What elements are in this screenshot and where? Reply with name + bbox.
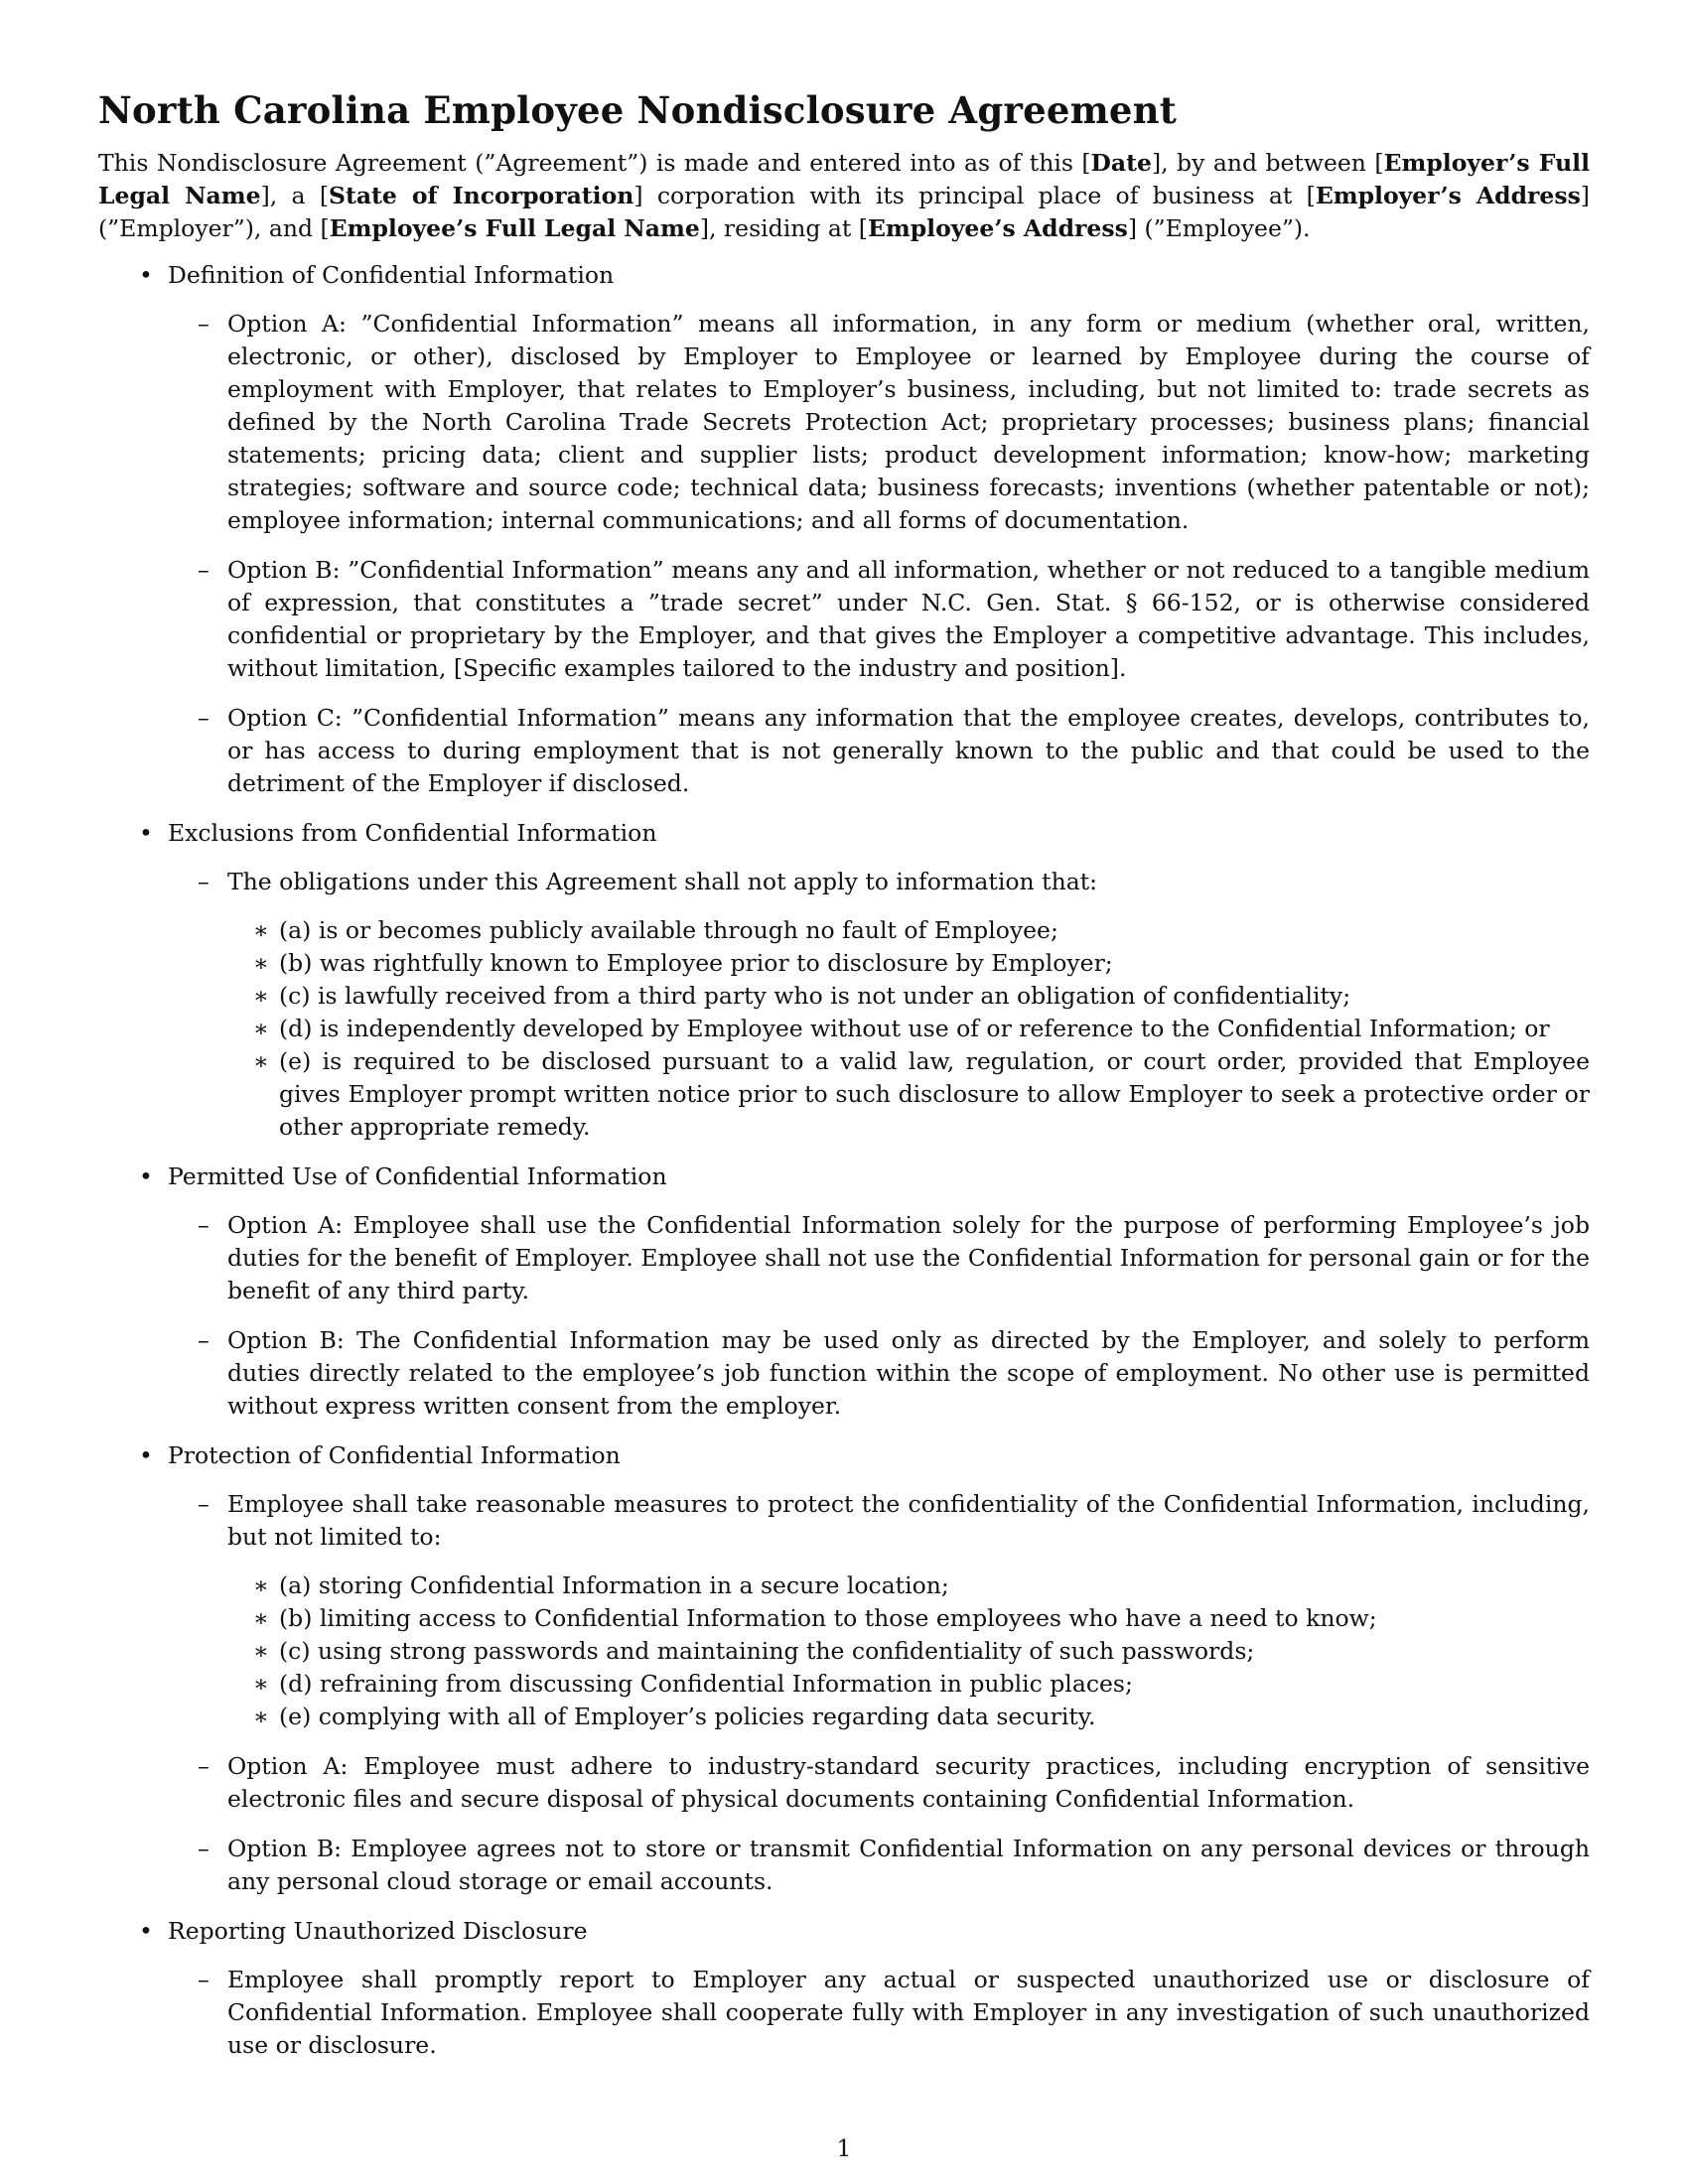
asterisk-marker: ∗ (253, 1703, 269, 1730)
asterisk-marker: ∗ (253, 949, 269, 977)
intro-paragraph (98, 147, 1590, 245)
clause-list (168, 1964, 1590, 2062)
subclause-text: (d) refraining from discussing Confidential Information in public places; (279, 1670, 1133, 1698)
intro-text: ] (”Employee”). (1127, 214, 1311, 242)
asterisk-marker: ∗ (253, 982, 269, 1010)
dash-marker: – (198, 1490, 210, 1518)
intro-text: ], residing at [ (699, 214, 868, 242)
bullet-marker: • (139, 1441, 153, 1469)
intro-text: This Nondisclosure Agreement (”Agreement”) is made and entered into as of this [ (98, 149, 1091, 177)
subclause-text: (e) is required to be disclosed pursuant to a valid law, regulation, or court order, provided that Employee gives Employer prompt written notice prior to such disclosure to allow Employer to seek a protective order or other appropriate remedy. (279, 1047, 1590, 1141)
clause-list (168, 1488, 1590, 1898)
dash-marker: – (198, 310, 210, 338)
subclause-text: (b) limiting access to Confidential Information to those employees who have a need to know; (279, 1604, 1377, 1632)
clause-item (168, 702, 1590, 800)
asterisk-marker: ∗ (253, 1047, 269, 1075)
document-page (98, 87, 1590, 2079)
asterisk-marker: ∗ (253, 1637, 269, 1665)
subclause-item (227, 1701, 1590, 1733)
section-heading: Permitted Use of Confidential Information (168, 1162, 667, 1190)
clause-item (168, 1209, 1590, 1307)
bullet-marker: • (139, 261, 153, 289)
clause-text: Employee shall promptly report to Employer any actual or suspected unauthorized use or disclosure of Confidential Information. Employee shall cooperate fully with Employer in any investigation of such unauthorized use or disclosure. (227, 1966, 1590, 2059)
employee-address-placeholder: Employee’s Address (867, 214, 1128, 242)
section-item (98, 817, 1590, 1144)
state-placeholder: State of Incorporation (329, 182, 634, 209)
clause-text: Employee shall take reasonable measures to protect the confidentiality of the Confidential Information, including, but not limited to: (227, 1490, 1590, 1551)
section-heading: Exclusions from Confidential Information (168, 819, 657, 847)
employee-name-placeholder: Employee’s Full Legal Name (329, 214, 700, 242)
date-placeholder: Date (1090, 149, 1152, 177)
page-number: 1 (836, 2134, 852, 2162)
asterisk-marker: ∗ (253, 1604, 269, 1632)
clause-text: Option B: The Confidential Information may be used only as directed by the Employer, and solely to perform duties directly related to the employee’s job function within the scope of employment. No other use is permitted without express written consent from the employer. (227, 1326, 1590, 1420)
clause-item (168, 308, 1590, 537)
subclause-item (227, 980, 1590, 1013)
clause-text: Option A: Employee shall use the Confidential Information solely for the purpose of performing Employee’s job duties for the benefit of Employer. Employee shall not use the Confidential Information for personal gain or for the benefit of any third party. (227, 1211, 1590, 1304)
bullet-marker: • (139, 1162, 153, 1190)
section-item (98, 1915, 1590, 2062)
clause-text: Option C: ”Confidential Information” means any information that the employee creates, develops, contributes to, or has access to during employment that is not generally known to the public and that could be used to the detriment of the Employer if disclosed. (227, 704, 1590, 797)
asterisk-marker: ∗ (253, 1015, 269, 1042)
intro-text: ] corporation with its principal place of business at [ (633, 182, 1316, 209)
clause-text: Option B: Employee agrees not to store or transmit Confidential Information on any personal devices or through any personal cloud storage or email accounts. (227, 1835, 1590, 1895)
subclause-item (227, 1570, 1590, 1602)
section-heading: Reporting Unauthorized Disclosure (168, 1917, 588, 1945)
subclause-item (227, 1013, 1590, 1045)
dash-marker: – (198, 1752, 210, 1780)
subclause-item (227, 914, 1590, 947)
subclause-text: (c) is lawfully received from a third party who is not under an obligation of confidentiality; (279, 982, 1351, 1010)
subclause-item (227, 1602, 1590, 1635)
subclause-list (227, 914, 1590, 1144)
clause-item (168, 1964, 1590, 2062)
subclause-item (227, 1668, 1590, 1701)
dash-marker: – (198, 868, 210, 895)
clause-text: Option A: Employee must adhere to industry-standard security practices, including encryption of sensitive electronic files and secure disposal of physical documents containing Confidential Information. (227, 1752, 1590, 1813)
intro-text: ], a [ (260, 182, 329, 209)
clause-text: Option B: ”Confidential Information” means any and all information, whether or not reduced to a tangible medium of expression, that constitutes a ”trade secret” under N.C. Gen. Stat. § 66-152, or is otherwise considered confidential or proprietary by the Employer, and that gives the Employer a competitive advantage. This includes, without limitation, [Specific examples tailored to the industry and position]. (227, 556, 1590, 682)
section-item (98, 1160, 1590, 1423)
employer-name-placeholder: Employer’s Full Legal Name (98, 149, 1591, 209)
subclause-item (227, 947, 1590, 980)
asterisk-marker: ∗ (253, 916, 269, 944)
clause-item (168, 1833, 1590, 1898)
document-title: North Carolina Employee Nondisclosure Agreement (98, 88, 1178, 132)
intro-text: ] (”Employer”), and [ (98, 182, 1590, 242)
subclause-list (227, 1570, 1590, 1733)
subclause-text: (c) using strong passwords and maintaining the confidentiality of such passwords; (279, 1637, 1255, 1665)
section-item (98, 1439, 1590, 1898)
asterisk-marker: ∗ (253, 1571, 269, 1599)
clause-text: The obligations under this Agreement shall not apply to information that: (227, 868, 1098, 895)
subclause-item (227, 1045, 1590, 1144)
clause-list (168, 866, 1590, 1144)
section-heading: Definition of Confidential Information (168, 261, 615, 289)
dash-marker: – (198, 1326, 210, 1354)
section-heading: Protection of Confidential Information (168, 1441, 621, 1469)
dash-marker: – (198, 1966, 210, 1993)
clause-item (168, 554, 1590, 685)
section-list (98, 259, 1590, 2062)
clause-item (168, 1488, 1590, 1733)
subclause-text: (d) is independently developed by Employee without use of or reference to the Confidential Information; or (279, 1015, 1550, 1042)
dash-marker: – (198, 1835, 210, 1862)
bullet-marker: • (139, 819, 153, 847)
employer-address-placeholder: Employer’s Address (1315, 182, 1581, 209)
asterisk-marker: ∗ (253, 1670, 269, 1698)
subclause-text: (e) complying with all of Employer’s policies regarding data security. (279, 1703, 1096, 1730)
dash-marker: – (198, 704, 210, 732)
section-item (98, 259, 1590, 800)
dash-marker: – (198, 556, 210, 584)
clause-item (168, 866, 1590, 1144)
bullet-marker: • (139, 1917, 153, 1945)
subclause-text: (a) is or becomes publicly available through no fault of Employee; (279, 916, 1058, 944)
dash-marker: – (198, 1211, 210, 1239)
intro-text: ], by and between [ (1151, 149, 1384, 177)
subclause-item (227, 1635, 1590, 1668)
clause-list (168, 1209, 1590, 1423)
clause-item (168, 1750, 1590, 1816)
clause-text: Option A: ”Confidential Information” means all information, in any form or medium (whether oral, written, electronic, or other), disclosed by Employer to Employee or learned by Employee during the course of employment with Employer, that relates to Employer’s business, including, but not limited to: trade secrets as defined by the North Carolina Trade Secrets Protection Act; proprietary processes; business plans; financial statements; pricing data; client and supplier lists; product development information; know-how; marketing strategies; software and source code; technical data; business forecasts; inventions (whether patentable or not); employee information; internal communications; and all forms of documentation. (227, 310, 1590, 534)
subclause-text: (a) storing Confidential Information in a secure location; (279, 1571, 949, 1599)
clause-item (168, 1324, 1590, 1423)
clause-list (168, 308, 1590, 800)
subclause-text: (b) was rightfully known to Employee prior to disclosure by Employer; (279, 949, 1113, 977)
